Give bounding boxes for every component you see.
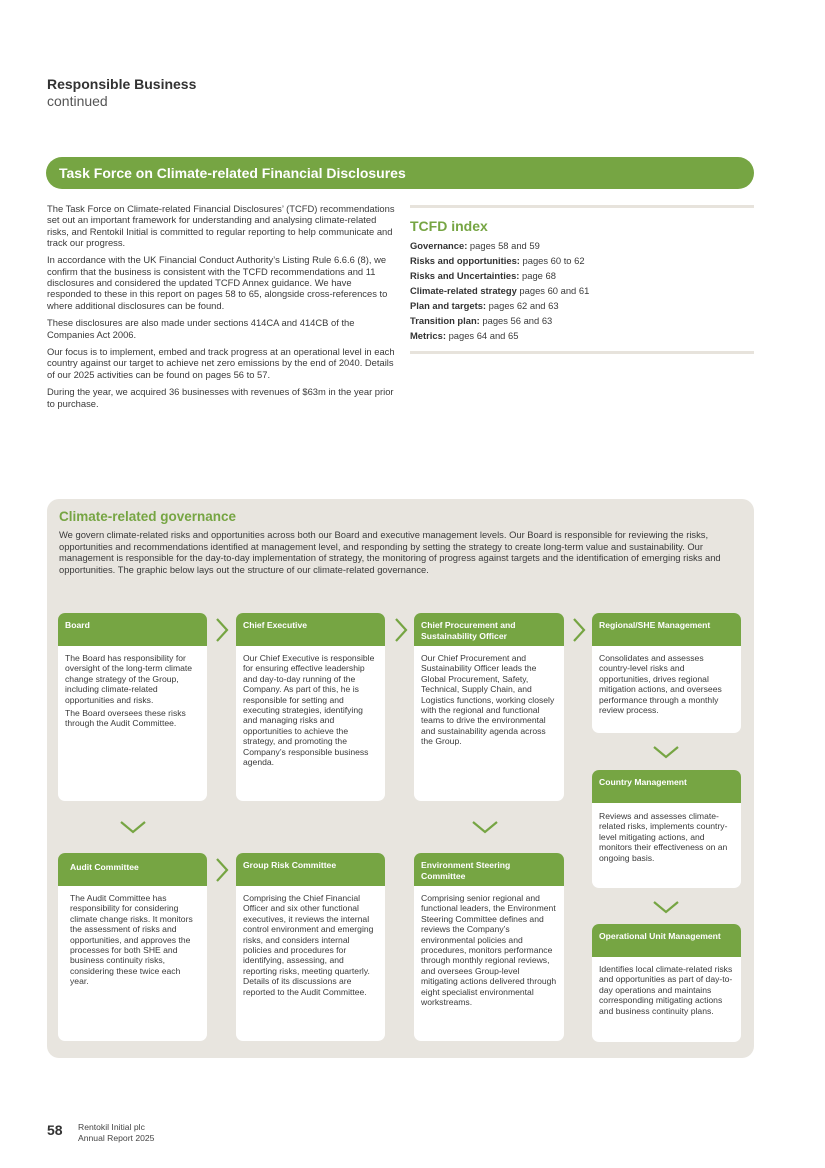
governance-description: We govern climate-related risks and opportunities across both our Board and executive management levels. Our Board is responsible for reviewing the risks, opportunities and recommendations identified at management level, and responding by setting the strategy to create long-term value and sustainability. Our management is responsible for the day-to-day implementation of strategy, the monitoring of progress against targets and the identification of emerging risks and opportunities. The graphic below lays out the structure of our climate-related governance. (59, 529, 721, 575)
tcfd-index-pages: pages 64 and 65 (448, 330, 519, 341)
country-management-card (592, 770, 741, 888)
group-risk-committee-card (236, 853, 385, 1041)
tcfd-index-label: Transition plan: (410, 315, 480, 326)
divider (410, 205, 754, 208)
tcfd-index-item (410, 313, 754, 328)
page-header (47, 76, 196, 110)
tcfd-index-item (410, 268, 754, 283)
report-name: Annual Report 2025 (78, 1132, 155, 1143)
card-text: The Board oversees these risks through the Audit Committee. (65, 708, 186, 729)
card-text: Reviews and assesses climate-related risks, implements country-level mitigating actions, and monitors their effectiveness on an ongoing basis. (599, 811, 728, 863)
tcfd-banner (46, 157, 754, 189)
tcfd-index-pages: pages 62 and 63 (488, 300, 559, 311)
intro-paragraph: These disclosures are also made under sections 414CA and 414CB of the Companies Act 2006. (47, 317, 355, 340)
tcfd-index-item (410, 283, 754, 298)
tcfd-index-pages: pages 60 to 62 (522, 255, 585, 266)
footer-company (78, 1122, 154, 1143)
intro-paragraph: During the year, we acquired 36 businesses with revenues of $63m in the year prior to purchase. (47, 386, 394, 409)
tcfd-index-item (410, 253, 754, 268)
environment-steering-committee-card (414, 853, 564, 1041)
card-body (236, 653, 385, 770)
chevron-down-icon (119, 820, 147, 834)
tcfd-index-item (410, 328, 754, 343)
card-body (414, 893, 564, 1010)
tcfd-index-pages: pages 60 and 61 (519, 285, 590, 296)
tcfd-index-title: TCFD index (410, 218, 488, 234)
page-number: 58 (47, 1122, 63, 1138)
audit-committee-card (58, 853, 207, 1041)
card-title: Regional/SHE Management (592, 613, 741, 646)
chevron-right-icon (215, 857, 229, 883)
card-title: Group Risk Committee (236, 853, 385, 886)
chevron-down-icon (652, 900, 680, 914)
tcfd-index-item (410, 298, 754, 313)
tcfd-index-label: Risks and opportunities: (410, 255, 520, 266)
regional-management-card (592, 613, 741, 733)
chief-executive-card (236, 613, 385, 801)
intro-paragraph: The Task Force on Climate-related Financial Disclosures’ (TCFD) recommendations set out an important framework for understanding and analysing climate-related risks, and Rentokil Initial is committed to regular reporting to help communicate and track our progress. (47, 203, 395, 248)
card-body (592, 811, 741, 866)
card-text: Consolidates and assesses country-level risks and opportunities, drives regional mitigation actions, and oversees performance through a monthly review process. (599, 653, 722, 716)
card-text: Our Chief Procurement and Sustainability Officer leads the Global Procurement, Safety, Technical, Supply Chain, and Logistics functions, working closely with the regional and functional teams to drive the environmental and sustainability agenda across the Group. (421, 653, 555, 747)
card-body (58, 653, 207, 732)
card-text: The Audit Committee has responsibility for considering climate change risks. It monitors the assessment of risks and opportunities, and approves the processes for both SHE and business continuity risks, considering these twice each year. (70, 893, 193, 987)
card-title: Country Management (592, 770, 741, 803)
tcfd-index-label: Metrics: (410, 330, 446, 341)
card-title: Environment Steering Committee (414, 853, 564, 886)
card-title: Chief Procurement and Sustainability Officer (414, 613, 564, 646)
card-text: Comprising the Chief Financial Officer and six other functional executives, it reviews the internal control environment and emerging risks, and considers internal policies and procedures for identifying, assessing, and reporting risks, meeting quarterly. Details of its discussions are reported to the Audit Committee. (243, 893, 374, 997)
section-subtitle: continued (47, 93, 108, 109)
card-body (58, 893, 207, 990)
cpso-card (414, 613, 564, 801)
card-title: Board (58, 613, 207, 646)
tcfd-index-label: Climate-related strategy (410, 285, 517, 296)
governance-title: Climate-related governance (59, 509, 237, 524)
board-card (58, 613, 207, 801)
tcfd-index-list (410, 238, 754, 343)
card-text: Identifies local climate-related risks and opportunities as part of day-to-day operations and maintains corresponding mitigating actions and business continuity plans. (599, 964, 733, 1016)
governance-panel (47, 499, 754, 1058)
intro-paragraph: Our focus is to implement, embed and track progress at an operational level in each country against our target to achieve net zero emissions by the end of 2040. Details of our 2025 activities can be found on pages 56 to 57. (47, 346, 395, 380)
tcfd-index-pages: pages 56 and 63 (482, 315, 553, 326)
divider (410, 351, 754, 354)
tcfd-index-item (410, 238, 754, 253)
card-title: Operational Unit Management (592, 924, 741, 957)
card-text: The Board has responsibility for oversight of the long-term climate change strategy of the Group, including climate-related opportunities and risks. (65, 653, 193, 705)
chevron-right-icon (215, 617, 229, 643)
section-title: Responsible Business (47, 76, 197, 92)
card-title: Chief Executive (236, 613, 385, 646)
tcfd-index-label: Plan and targets: (410, 300, 487, 311)
tcfd-index-label: Governance: (410, 240, 468, 251)
intro-paragraph: In accordance with the UK Financial Conduct Authority’s Listing Rule 6.6.6 (8), we confirm that the business is consistent with the TCFD recommendations and 11 disclosures and considered the updated TCFD Annex guidance. We have responded to these in this report on pages 58 to 65, alongside cross-references to where additional disclosures can be found. (47, 254, 388, 311)
tcfd-index-label: Risks and Uncertainties: (410, 270, 520, 281)
banner-title: Task Force on Climate-related Financial Disclosures (59, 165, 406, 181)
chevron-down-icon (652, 745, 680, 759)
card-body (592, 964, 741, 1019)
chevron-right-icon (394, 617, 408, 643)
company-name: Rentokil Initial plc (78, 1122, 145, 1132)
card-body (236, 893, 385, 1000)
chevron-right-icon (572, 617, 586, 643)
intro-text (47, 203, 395, 415)
card-title: Audit Committee (58, 853, 207, 886)
card-body (592, 653, 741, 718)
operational-unit-management-card (592, 924, 741, 1042)
tcfd-index-pages: page 68 (522, 270, 556, 281)
tcfd-index-pages: pages 58 and 59 (469, 240, 540, 251)
tcfd-index (410, 205, 754, 354)
card-body (414, 653, 564, 750)
card-text: Our Chief Executive is responsible for ensuring effective leadership and day-to-day running of the Company. As part of this, he is responsible for setting and executing strategies, identifying and managing risks and opportunities to achieve the strategy, and promoting the Company’s responsible business agenda. (243, 653, 375, 768)
card-text: Comprising senior regional and functional leaders, the Environment Steering Committee defines and reviews the Company’s environmental policies and procedures, monitors performance through monthly regional reviews, and oversees Group-level mitigating actions delivered through eight specialist environmental workstreams. (421, 893, 557, 1008)
chevron-down-icon (471, 820, 499, 834)
